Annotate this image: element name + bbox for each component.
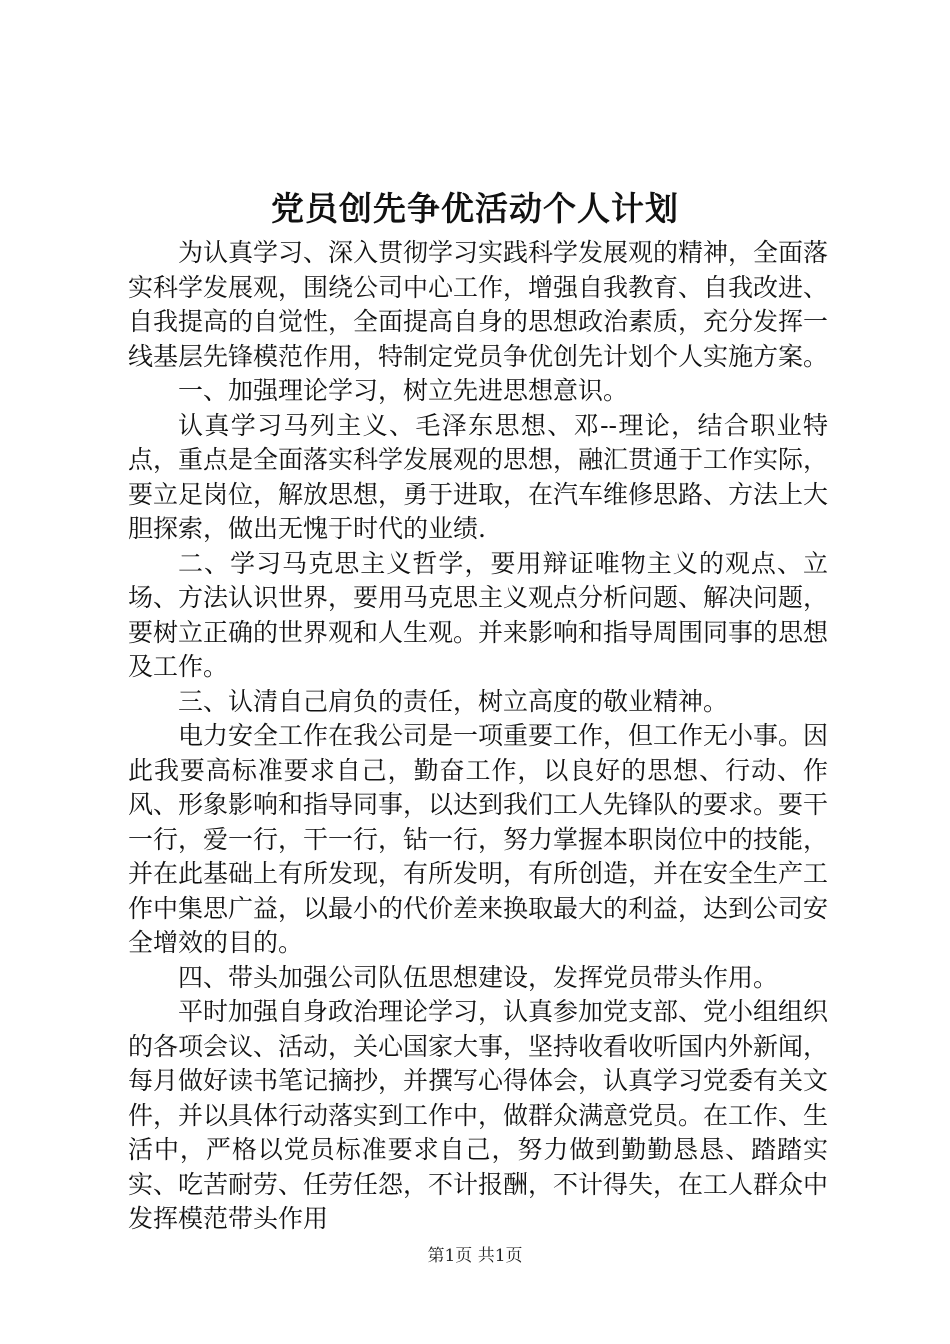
document-body	[128, 236, 828, 1237]
paragraph-section-1: 认真学习马列主义、毛泽东思想、邓--理论，结合职业特点，重点是全面落实科学发展观的思想，融汇贯通于工作实际，要立足岗位，解放思想，勇于进取，在汽车维修思路、方法上大胆探索，做出无愧于时代的业绩.	[128, 410, 829, 543]
page-footer: 第1页 共1页	[427, 1246, 523, 1266]
section-heading-1: 一、加强理论学习，树立先进思想意识。	[178, 376, 629, 405]
section-heading-2: 二、学习马克思主义哲学，要用辩证唯物主义的观点、立场、方法认识世界，要用马克思主义观点分析问题、解决问题，要树立正确的世界观和人生观。并来影响和指导周围同事的思想及工作。	[128, 548, 829, 681]
section-heading-4: 四、带头加强公司队伍思想建设，发挥党员带头作用。	[178, 962, 779, 992]
document-title: 党员创先争优活动个人计划	[271, 189, 679, 228]
paragraph-section-3: 电力安全工作在我公司是一项重要工作，但工作无小事。因此我要高标准要求自己，勤奋工作，以良好的思想、行动、作风、形象影响和指导同事，以达到我们工人先锋队的要求。要干一行，爱一行，干一行，钻一行，努力掌握本职岗位中的技能，并在此基础上有所发现，有所发明，有所创造，并在安全生产工作中集思广益，以最小的代价差来换取最大的利益，达到公司安全增效的目的。	[128, 721, 829, 957]
paragraph-intro: 为认真学习、深入贯彻学习实践科学发展观的精神，全面落实科学发展观，围绕公司中心工作，增强自我教育、自我改进、自我提高的自觉性，全面提高自身的思想政治素质，充分发挥一线基层先锋模范作用，特制定党员争优创先计划个人实施方案。	[128, 238, 829, 371]
section-heading-3: 三、认清自己肩负的责任，树立高度的敬业精神。	[178, 686, 729, 716]
paragraph-section-4: 平时加强自身政治理论学习，认真参加党支部、党小组组织的各项会议、活动，关心国家大事，坚持收看收听国内外新闻，每月做好读书笔记摘抄，并撰写心得体会，认真学习党委有关文件，并以具体行动落实到工作中，做群众满意党员。在工作、生活中，严格以党员标准要求自己，努力做到勤勤恳恳、踏踏实实、吃苦耐劳、任劳任怨，不计报酬，不计得失，在工人群众中发挥模范带头作用	[128, 997, 829, 1233]
